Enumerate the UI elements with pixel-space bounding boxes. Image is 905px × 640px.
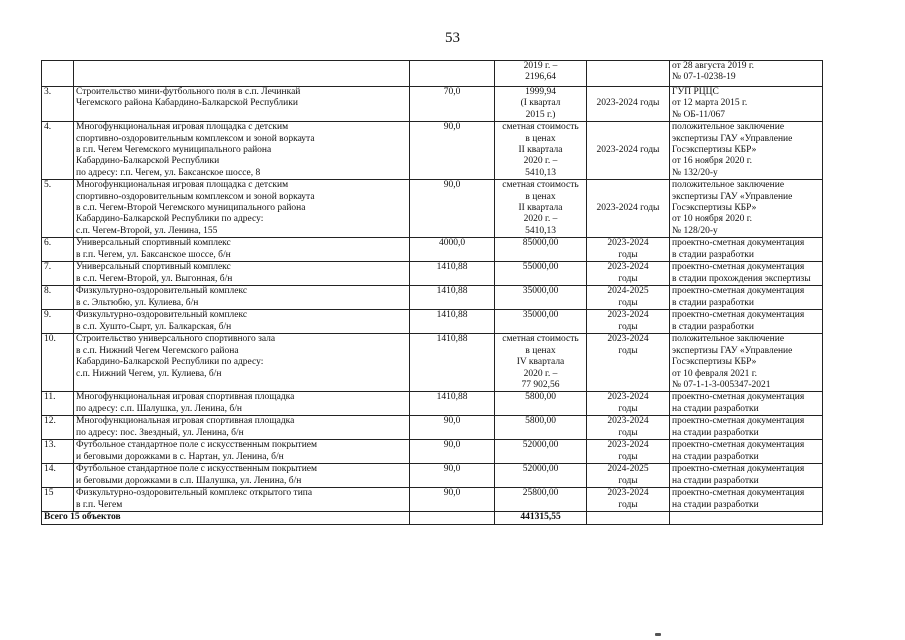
documentation-cell: проектно-сметная документация на стадии разработки (670, 440, 823, 464)
row-number-cell: 3. (42, 87, 74, 122)
table-row (42, 440, 823, 464)
object-name-cell: Многофункциональная игровая площадка с детским спортивно-оздоровительным комплексом и зоной воркаута в с.п. Чегем-Второй Чегемского муниципального района Кабардино-Балкарской Республики по адресу: с.п. Чегем-Второй, ул. Ленина, 155 (74, 180, 410, 238)
table-row (42, 122, 823, 180)
object-name-cell: Физкультурно-оздоровительный комплекс в с.п. Хушто-Сырт, ул. Балкарская, б/н (74, 310, 410, 334)
table-row (42, 310, 823, 334)
capacity-cell: 1410,88 (410, 334, 495, 392)
row-number-cell: 10. (42, 334, 74, 392)
row-number-cell: 5. (42, 180, 74, 238)
table-row (42, 334, 823, 392)
table-row (42, 464, 823, 488)
documentation-cell: проектно-сметная документация в стадии разработки (670, 286, 823, 310)
object-name-cell: Универсальный спортивный комплекс в с.п. Чегем-Второй, ул. Выгонная, б/н (74, 262, 410, 286)
object-name-cell: Строительство мини-футбольного поля в с.п. Лечинкай Чегемского района Кабардино-Балкарской Республики (74, 87, 410, 122)
cost-cell: 52000,00 (495, 464, 587, 488)
documentation-cell: проектно-сметная документация в стадии прохождения экспертизы (670, 262, 823, 286)
period-cell: 2024-2025 годы (587, 464, 670, 488)
capacity-cell: 90,0 (410, 416, 495, 440)
cost-cell: 85000,00 (495, 238, 587, 262)
period-cell: 2023-2024 годы (587, 392, 670, 416)
cost-cell: 35000,00 (495, 286, 587, 310)
total-capacity-cell (410, 512, 495, 524)
scan-artifact-mark (655, 633, 661, 636)
object-name-cell: Строительство универсального спортивного зала в с.п. Нижний Чегем Чегемского района Кабардино-Балкарской Республики по адресу: с.п. Нижний Чегем, ул. Кулиева, б/н (74, 334, 410, 392)
total-cost-cell: 441315,55 (495, 512, 587, 524)
capacity-cell (410, 61, 495, 87)
cost-cell: 35000,00 (495, 310, 587, 334)
cost-cell: 5800,00 (495, 392, 587, 416)
cost-cell: сметная стоимость в ценах II квартала 2020 г. – 5410,13 (495, 180, 587, 238)
documentation-cell: проектно-сметная документация на стадии разработки (670, 392, 823, 416)
period-cell: 2023-2024 годы (587, 488, 670, 512)
capacity-cell: 90,0 (410, 488, 495, 512)
object-name-cell (74, 61, 410, 87)
period-cell: 2023-2024 годы (587, 180, 670, 238)
cost-cell: 5800,00 (495, 416, 587, 440)
table-row (42, 87, 823, 122)
table-row (42, 262, 823, 286)
cost-cell: сметная стоимость в ценах IV квартала 2020 г. – 77 902,56 (495, 334, 587, 392)
row-number-cell: 12. (42, 416, 74, 440)
capacity-cell: 1410,88 (410, 392, 495, 416)
period-cell: 2023-2024 годы (587, 262, 670, 286)
row-number-cell: 8. (42, 286, 74, 310)
total-doc-cell (670, 512, 823, 524)
documentation-cell: от 28 августа 2019 г. № 07-1-0238-19 (670, 61, 823, 87)
period-cell: 2023-2024 годы (587, 310, 670, 334)
cost-cell: 52000,00 (495, 440, 587, 464)
period-cell: 2024-2025 годы (587, 286, 670, 310)
table-row (42, 286, 823, 310)
row-number-cell: 11. (42, 392, 74, 416)
cost-cell: 25800,00 (495, 488, 587, 512)
row-number-cell (42, 61, 74, 87)
documentation-cell: проектно-сметная документация в стадии разработки (670, 310, 823, 334)
period-cell: 2023-2024 годы (587, 238, 670, 262)
row-number-cell: 7. (42, 262, 74, 286)
object-name-cell: Физкультурно-оздоровительный комплекс открытого типа в г.п. Чегем (74, 488, 410, 512)
capacity-cell: 1410,88 (410, 262, 495, 286)
object-name-cell: Многофункциональная игровая площадка с детским спортивно-оздоровительным комплексом и зоной воркаута в г.п. Чегем Чегемского муниципального района Кабардино-Балкарской Республики по адресу: г.п. Чегем, ул. Баксанское шоссе, 8 (74, 122, 410, 180)
object-name-cell: Многофункциональная игровая спортивная площадка по адресу: с.п. Шалушка, ул. Ленина, б/н (74, 392, 410, 416)
capacity-cell: 90,0 (410, 440, 495, 464)
object-name-cell: Универсальный спортивный комплекс в г.п. Чегем, ул. Баксанское шоссе, б/н (74, 238, 410, 262)
cost-cell: 2019 г. – 2196,64 (495, 61, 587, 87)
documentation-cell: проектно-сметная документация на стадии разработки (670, 464, 823, 488)
period-cell: 2023-2024 годы (587, 122, 670, 180)
capacity-cell: 1410,88 (410, 286, 495, 310)
capacity-cell: 90,0 (410, 180, 495, 238)
period-cell: 2023-2024 годы (587, 440, 670, 464)
capacity-cell: 90,0 (410, 122, 495, 180)
row-number-cell: 14. (42, 464, 74, 488)
documentation-cell: проектно-сметная документация на стадии разработки (670, 488, 823, 512)
total-period-cell (587, 512, 670, 524)
table-row (42, 416, 823, 440)
documentation-cell: ГУП РЦЦС от 12 марта 2015 г. № ОБ-11/067 (670, 87, 823, 122)
cost-cell: 55000,00 (495, 262, 587, 286)
total-label-cell: Всего 15 объектов (42, 512, 410, 524)
object-name-cell: Футбольное стандартное поле с искусственным покрытием и беговыми дорожками в с. Нартан, ул. Ленина, б/н (74, 440, 410, 464)
documentation-cell: проектно-сметная документация на стадии разработки (670, 416, 823, 440)
period-cell: 2023-2024 годы (587, 334, 670, 392)
table-row-continued (42, 61, 823, 87)
page-number: 53 (445, 30, 460, 46)
row-number-cell: 15 (42, 488, 74, 512)
cost-cell: 1999,94 (I квартал 2015 г.) (495, 87, 587, 122)
table-row (42, 392, 823, 416)
documentation-cell: положительное заключение экспертизы ГАУ «Управление Госэкспертизы КБР» от 10 ноября 2020 г. № 128/20-у (670, 180, 823, 238)
capacity-cell: 70,0 (410, 87, 495, 122)
table-row (42, 180, 823, 238)
period-cell (587, 61, 670, 87)
object-name-cell: Физкультурно-оздоровительный комплекс в с. Эльтюбю, ул. Кулиева, б/н (74, 286, 410, 310)
table-row (42, 488, 823, 512)
row-number-cell: 13. (42, 440, 74, 464)
cost-cell: сметная стоимость в ценах II квартала 2020 г. – 5410,13 (495, 122, 587, 180)
capacity-cell: 4000,0 (410, 238, 495, 262)
documentation-cell: положительное заключение экспертизы ГАУ «Управление Госэкспертизы КБР» от 16 ноября 2020 г. № 132/20-у (670, 122, 823, 180)
capacity-cell: 90,0 (410, 464, 495, 488)
documentation-cell: положительное заключение экспертизы ГАУ «Управление Госэкспертизы КБР» от 10 февраля 2021 г. № 07-1-1-3-005347-2021 (670, 334, 823, 392)
row-number-cell: 9. (42, 310, 74, 334)
period-cell: 2023-2024 годы (587, 416, 670, 440)
object-name-cell: Футбольное стандартное поле с искусственным покрытием и беговыми дорожками в с.п. Шалушка, ул. Ленина, б/н (74, 464, 410, 488)
period-cell: 2023-2024 годы (587, 87, 670, 122)
row-number-cell: 6. (42, 238, 74, 262)
total-row (42, 512, 823, 524)
object-name-cell: Многофункциональная игровая спортивная площадка по адресу: пос. Звездный, ул. Ленина, б/н (74, 416, 410, 440)
table-row (42, 238, 823, 262)
objects-table (41, 60, 823, 525)
row-number-cell: 4. (42, 122, 74, 180)
documentation-cell: проектно-сметная документация в стадии разработки (670, 238, 823, 262)
capacity-cell: 1410,88 (410, 310, 495, 334)
